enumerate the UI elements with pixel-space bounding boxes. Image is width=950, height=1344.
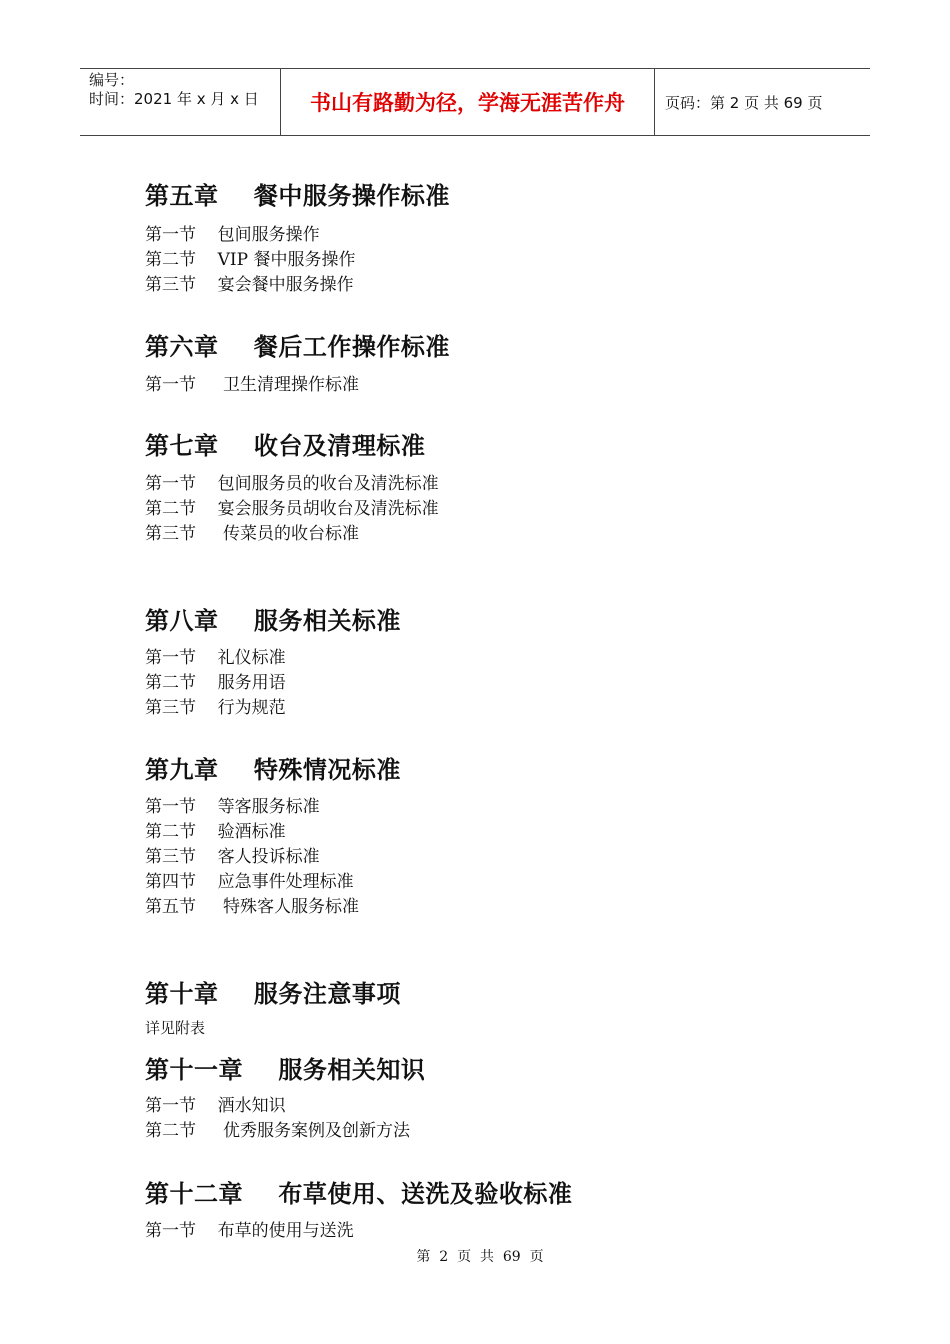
chapter-heading: 第九章 特殊情况标准 — [145, 756, 401, 784]
section-item: 第三节 客人投诉标准 — [145, 847, 320, 867]
section-item: 第一节 布草的使用与送洗 — [145, 1221, 354, 1241]
section-item: 第二节 宴会服务员胡收台及清洗标准 — [145, 499, 439, 519]
section-item: 第三节 行为规范 — [145, 698, 286, 718]
section-item: 第一节 卫生清理操作标准 — [145, 375, 360, 395]
chapter-heading: 第七章 收台及清理标准 — [145, 432, 426, 460]
chapter-heading: 第六章 餐后工作操作标准 — [145, 333, 450, 361]
section-item: 第一节 酒水知识 — [145, 1096, 286, 1116]
header-slogan: 书山有路勤为径，学海无涯苦作舟 — [281, 69, 655, 135]
header-meta — [80, 69, 281, 135]
header-page-info: 页码：第 2 页 共 69 页 — [665, 93, 823, 112]
chapter-heading: 第十一章 服务相关知识 — [145, 1056, 426, 1084]
section-item: 第三节 宴会餐中服务操作 — [145, 275, 354, 295]
section-item: 第五节 特殊客人服务标准 — [145, 897, 360, 917]
number-label: 编号： — [89, 71, 135, 89]
section-item: 第四节 应急事件处理标准 — [145, 872, 354, 892]
section-item: 第二节 服务用语 — [145, 673, 286, 693]
chapter-heading: 第十章 服务注意事项 — [145, 980, 401, 1008]
time-label: 时间：2021 年 x 月 x 日 — [89, 90, 259, 108]
section-item: 第一节 礼仪标准 — [145, 648, 286, 668]
section-item: 第二节 VIP 餐中服务操作 — [145, 250, 356, 270]
chapter-heading: 第五章 餐中服务操作标准 — [145, 182, 450, 210]
chapter-heading: 第八章 服务相关标准 — [145, 607, 401, 635]
section-item: 第一节 等客服务标准 — [145, 797, 320, 817]
page-header — [80, 68, 870, 136]
section-item: 详见附表 — [145, 1019, 206, 1037]
section-item: 第二节 优秀服务案例及创新方法 — [145, 1121, 411, 1141]
page-footer: 第 2 页 共 69 页 — [416, 1249, 544, 1265]
section-item: 第一节 包间服务员的收台及清洗标准 — [145, 474, 439, 494]
chapter-heading: 第十二章 布草使用、送洗及验收标准 — [145, 1180, 573, 1208]
section-item: 第二节 验酒标准 — [145, 822, 286, 842]
section-item: 第三节 传菜员的收台标准 — [145, 524, 360, 544]
section-item: 第一节 包间服务操作 — [145, 225, 320, 245]
